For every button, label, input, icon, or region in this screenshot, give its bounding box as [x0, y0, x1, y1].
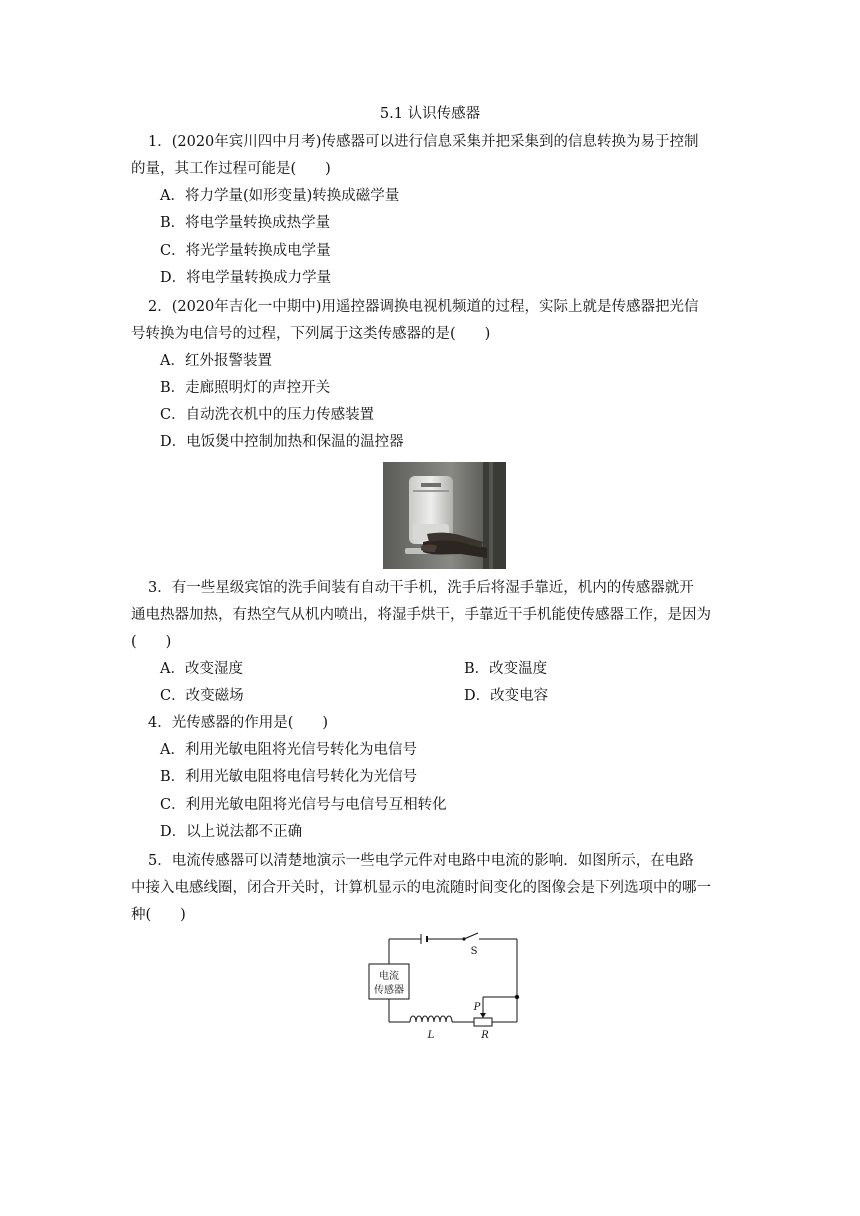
q3-option-c: C．改变磁场: [160, 688, 244, 704]
q3-option-b: B．改变温度: [464, 661, 548, 677]
rheostat-body: [474, 1018, 492, 1026]
junction-dot: [515, 995, 519, 999]
q3-stem-line1: 3．有一些星级宾馆的洗手间装有自动干手机，洗手后将湿手靠近，机内的传感器就开: [148, 580, 694, 596]
switch-label: S: [470, 946, 478, 957]
q5-stem-line2: 中接入电感线圈，闭合开关时，计算机显示的电流随时间变化的图像会是下列选项中的哪一: [131, 880, 711, 896]
q1-stem-line1: 1．(2020年宾川四中月考)传感器可以进行信息采集并把采集到的信息转换为易于控制: [148, 134, 699, 150]
q4-option-d: D．以上说法都不正确: [160, 824, 303, 840]
q2-stem-line1: 2．(2020年吉化一中期中)用遥控器调换电视机频道的过程，实际上就是传感器把光信: [148, 299, 699, 315]
page-title: 5.1 认识传感器: [379, 106, 481, 122]
q2-option-b: B．走廊照明灯的声控开关: [160, 380, 331, 396]
q4-stem: 4．光传感器的作用是( ): [148, 715, 329, 731]
q2-option-c: C．自动洗衣机中的压力传感装置: [160, 407, 375, 423]
q4-option-c: C．利用光敏电阻将光信号与电信号互相转化: [160, 797, 447, 813]
sensor-label-line1: 电流: [379, 971, 399, 982]
inductor-label: L: [427, 1030, 435, 1041]
q3-option-d: D．改变电容: [464, 688, 549, 704]
slider-arrow: [480, 1013, 486, 1018]
circuit-diagram: [366, 930, 532, 1042]
q2-option-d: D．电饭煲中控制加热和保温的温控器: [160, 434, 404, 450]
q1-option-b: B．将电学量转换成热学量: [160, 215, 331, 231]
q5-stem-line1: 5．电流传感器可以清楚地演示一些电学元件对电路中电流的影响．如图所示，在电路: [148, 853, 694, 869]
q1-option-d: D．将电学量转换成力学量: [160, 270, 332, 286]
q4-option-b: B．利用光敏电阻将电信号转化为光信号: [160, 769, 418, 785]
q3-option-a: A．改变湿度: [160, 661, 243, 677]
q1-option-c: C．将光学量转换成电学量: [160, 243, 331, 259]
q5-stem-line3: 种( ): [131, 907, 186, 923]
q3-stem-line3: ( ): [131, 634, 172, 650]
q2-stem-line2: 号转换为电信号的过程，下列属于这类传感器的是( ): [131, 326, 491, 342]
inductor-coil: [410, 1016, 452, 1022]
switch-blade: [464, 933, 478, 939]
hand-dryer-photo: [383, 462, 506, 569]
q3-stem-line2: 通电热器加热，有热空气从机内喷出，将湿手烘干，手靠近干手机能使传感器工作，是因为: [131, 607, 711, 623]
q2-option-a: A．红外报警装置: [160, 353, 272, 369]
switch-pivot: [462, 937, 465, 940]
q4-option-a: A．利用光敏电阻将光信号转化为电信号: [160, 742, 417, 758]
sensor-label-line2: 传感器: [374, 985, 404, 996]
q1-option-a: A．将力学量(如形变量)转换成磁学量: [160, 188, 400, 204]
resistor-label: R: [481, 1030, 489, 1041]
q1-stem-line2: 的量，其工作过程可能是( ): [131, 161, 331, 177]
slider-label: P: [473, 1002, 481, 1013]
